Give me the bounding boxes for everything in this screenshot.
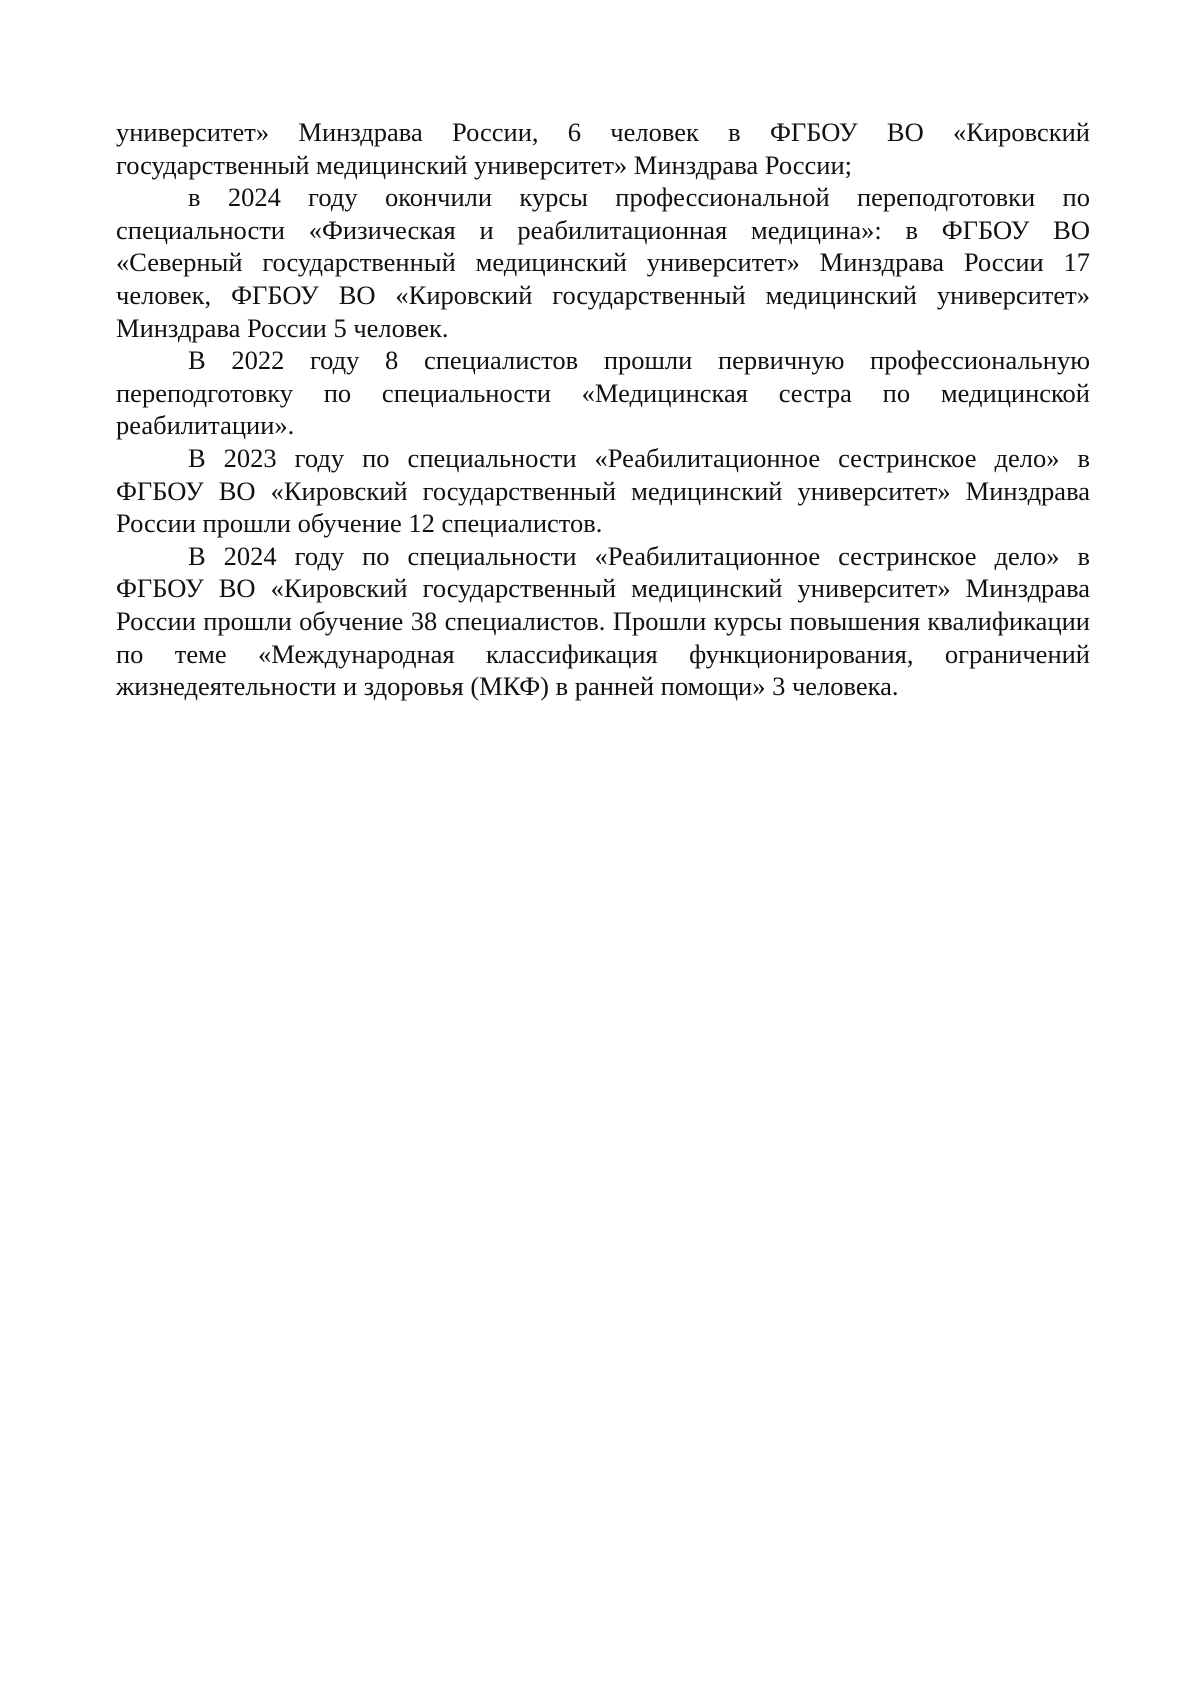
paragraph-continuation: университет» Минздрава России, 6 человек в ФГБОУ ВО «Кировский государственный медицинский университет» Минздрава России; [116,117,1090,180]
paragraph-2022-nurses: В 2022 году 8 специалистов прошли первичную профессиональную переподготовку по специальности «Медицинская сестра по медицинской реабилитации». [116,345,1090,441]
document-body [116,116,1090,703]
paragraph-2023-nursing: В 2023 году по специальности «Реабилитационное сестринское дело» в ФГБОУ ВО «Кировский государственный медицинский университет» Минздрава России прошли обучение 12 специалистов. [116,442,1090,539]
paragraph-2024-retraining: в 2024 году окончили курсы профессиональной переподготовки по специальности «Физическая и реабилитационная медицина»: в ФГБОУ ВО «Северный государственный медицинский университет» Минздрава России 17 человек, ФГБОУ ВО «Кировский государственный медицинский университет» Минздрава России 5 человек. [116,182,1090,343]
paragraph-2024-nursing: В 2024 году по специальности «Реабилитационное сестринское дело» в ФГБОУ ВО «Кировский государственный медицинский университет» Минздрава России прошли обучение 38 специалистов. Прошли курсы повышения квалификации по теме «Международная классификация функционирования, ограничений жизнедеятельности и здоровья (МКФ) в ранней помощи» 3 человека. [116,540,1090,702]
